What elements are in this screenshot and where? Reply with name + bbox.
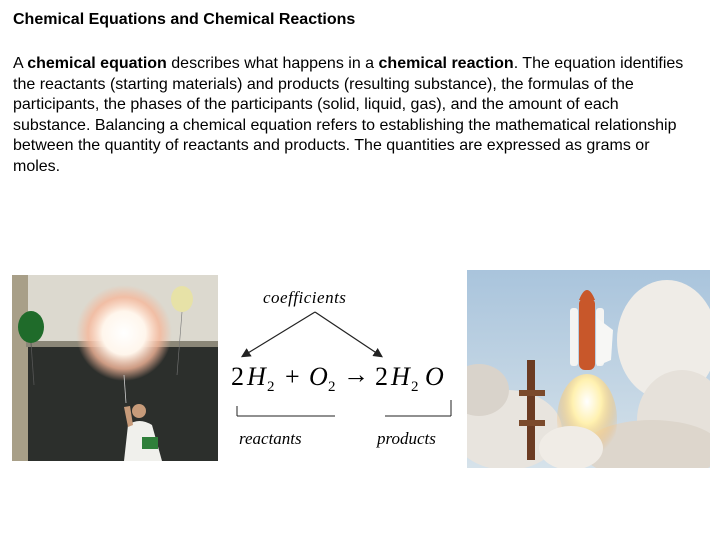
paragraph-text-2: describes what happens in a (166, 55, 379, 72)
term-chemical-reaction: chemical reaction (378, 55, 514, 72)
hydrogen-symbol: H (247, 362, 266, 391)
products-label: products (377, 429, 436, 448)
product-oxygen-symbol: O (425, 362, 444, 391)
equation-diagram (225, 280, 465, 460)
term-chemical-equation: chemical equation (27, 55, 167, 72)
hydrogen-subscript: 2 (267, 379, 275, 395)
coefficient-arrow-right (315, 312, 381, 356)
paragraph-text-1: A (13, 55, 28, 72)
reactants-label: reactants (239, 429, 302, 448)
intro-paragraph (13, 54, 693, 177)
balloon-explosion-photo (12, 275, 218, 461)
oxygen-symbol: O (309, 362, 328, 391)
oxygen-subscript: 2 (328, 379, 336, 395)
product-hydrogen-subscript: 2 (411, 379, 419, 395)
product-hydrogen-symbol: H (391, 362, 410, 391)
page-title: Chemical Equations and Chemical Reactions (13, 11, 356, 28)
shuttle-launch-photo (467, 270, 710, 468)
coefficient-reactant: 2 (231, 362, 244, 391)
reaction-arrow: → (343, 360, 369, 389)
coefficient-product: 2 (375, 362, 388, 391)
chemical-equation (231, 360, 444, 395)
coefficient-arrow-left (243, 312, 315, 356)
plus-sign: + (285, 362, 300, 391)
coefficients-label: coefficients (263, 288, 347, 307)
paragraph-text-3: . The equation identifies the reactants (starting materials) and products (resulting substance), the formulas of the participants, the phases of the participants (solid, liquid, gas), and the amount of each substance. Balancing a chemical equation refers to establishing the mathematical relationship between the quantity of reactants and products. The quantities are expressed as grams or moles. (13, 55, 684, 175)
